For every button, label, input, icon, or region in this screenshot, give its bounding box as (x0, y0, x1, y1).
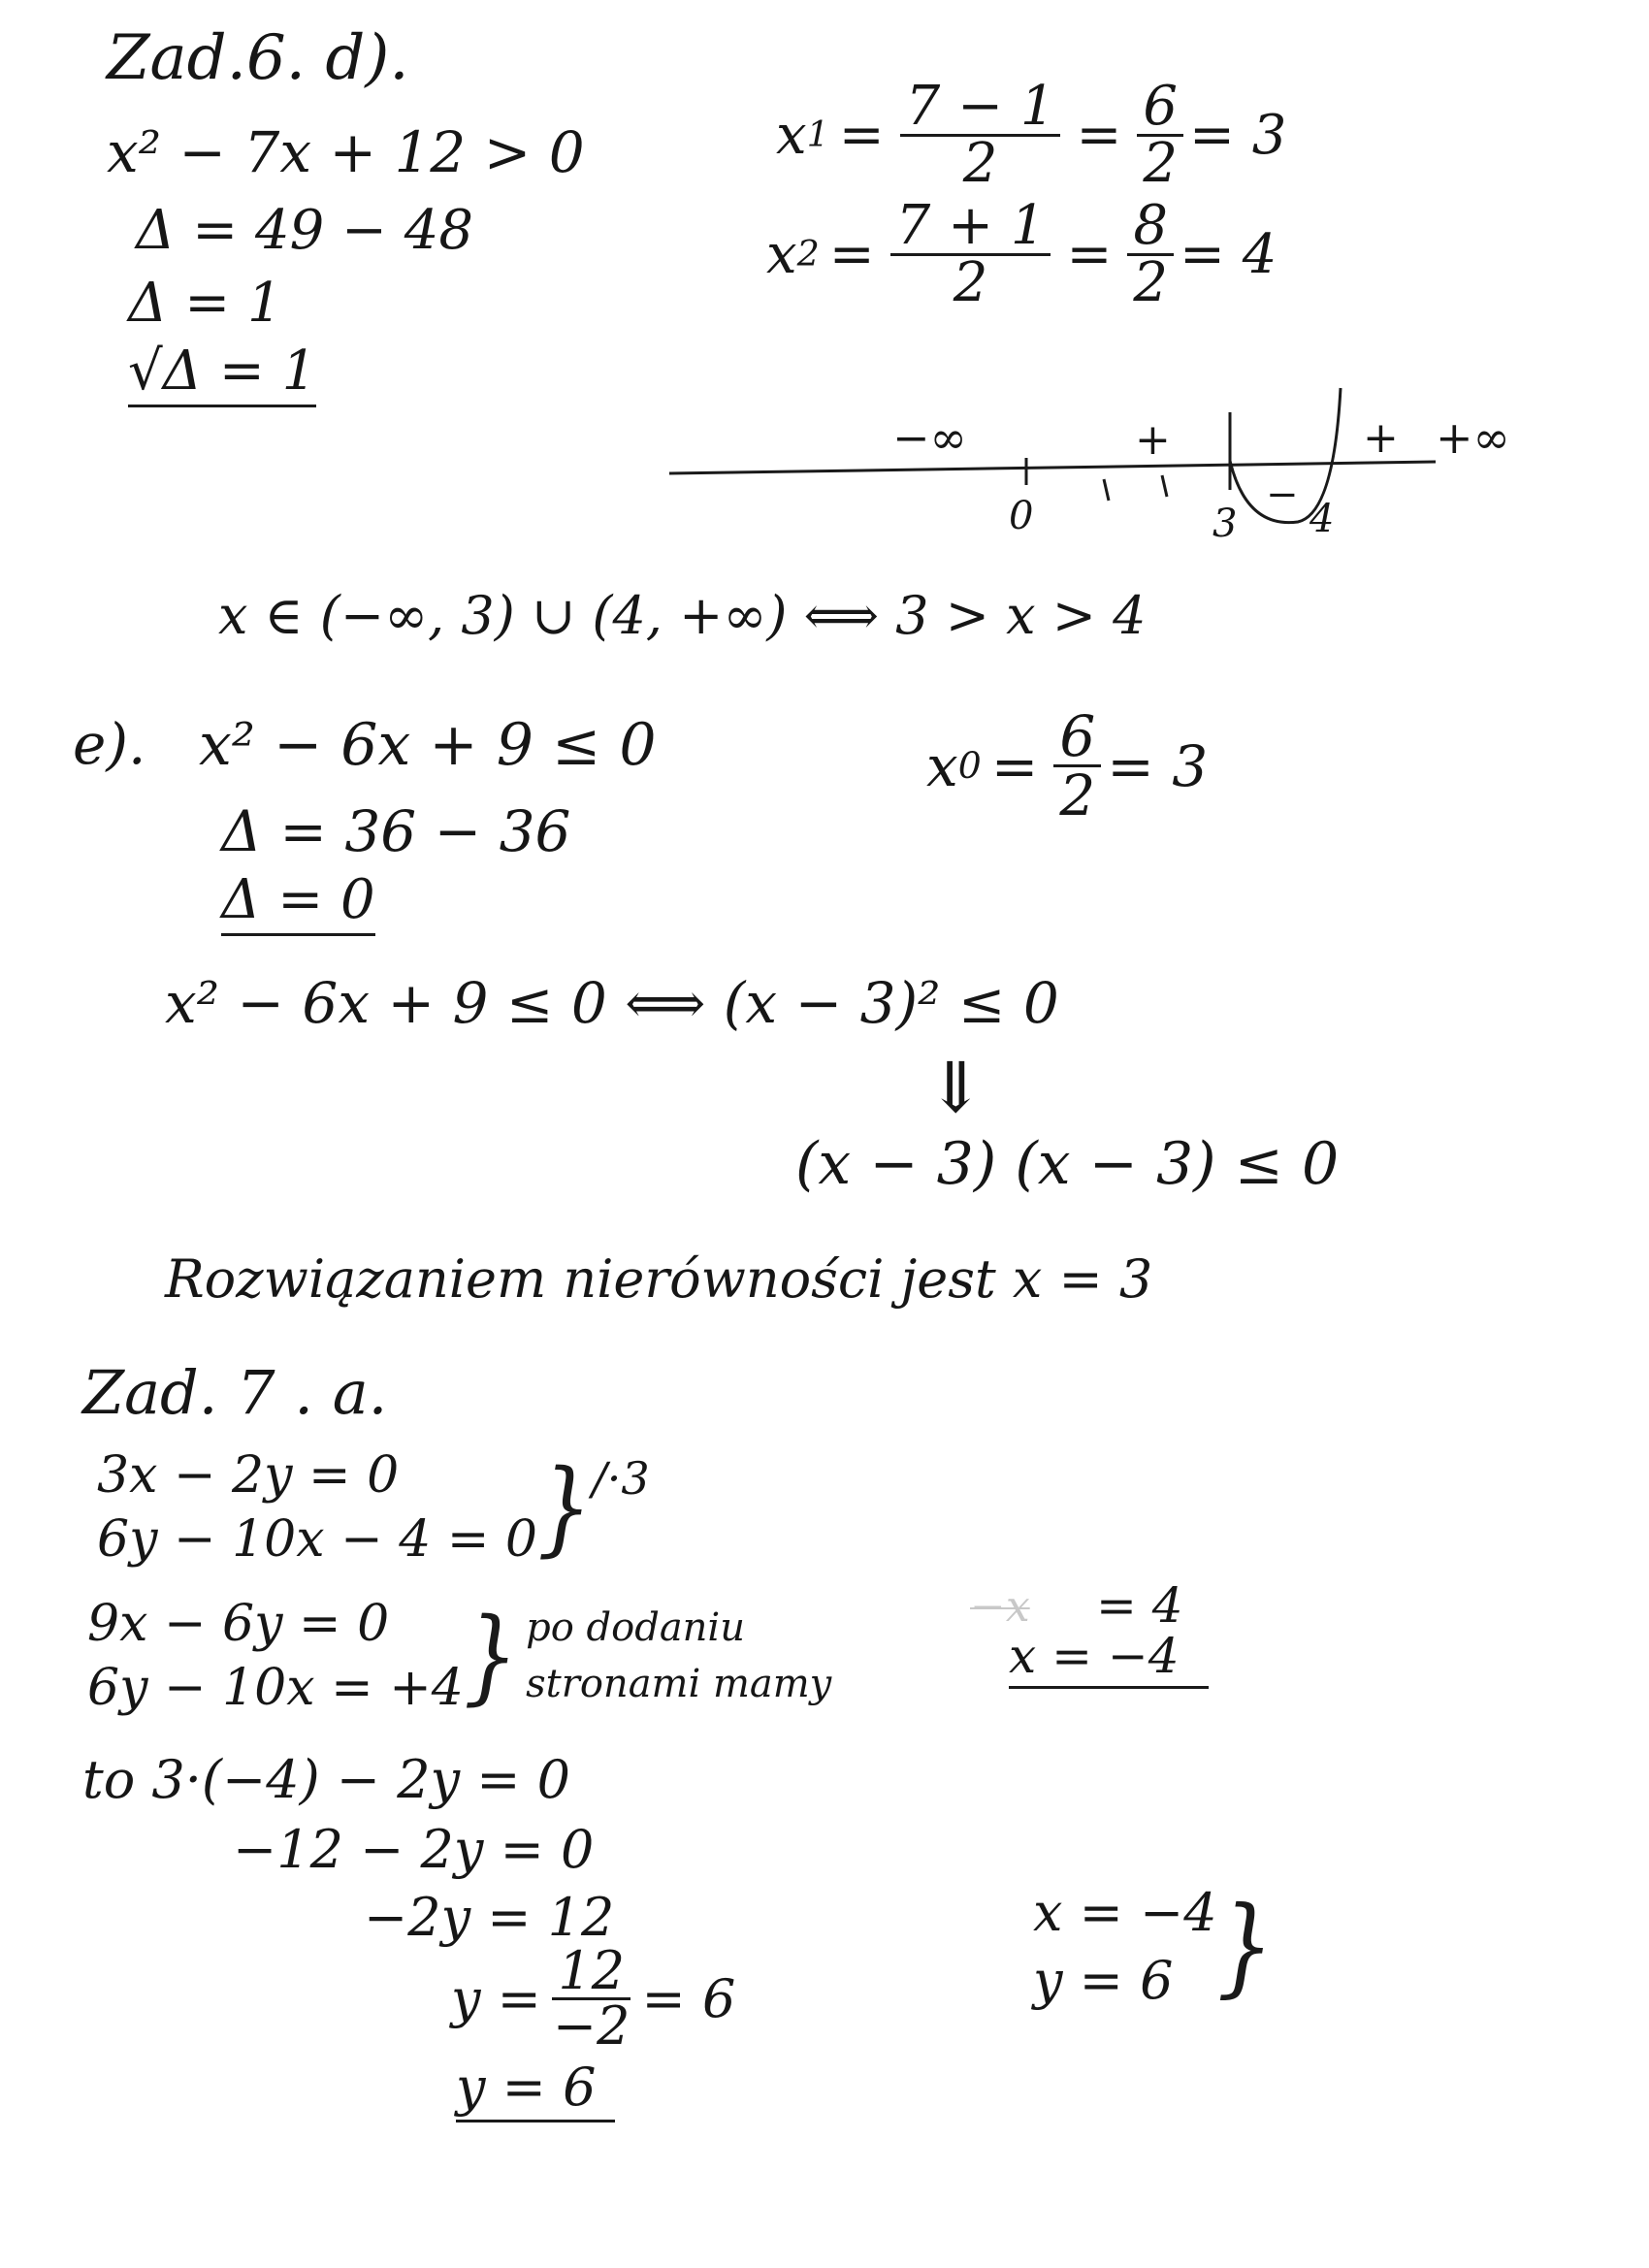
line-minus-sign: − (1266, 472, 1299, 517)
x2-sub: 2 (796, 233, 820, 275)
zad7-substitution-3: −2y = 12 (364, 1887, 615, 1948)
zad6-delta-value: Δ = 1 (128, 272, 282, 335)
system-brace-1: } (537, 1446, 593, 1567)
tick-label-0: 0 (1009, 494, 1034, 538)
y-result: = 6 (641, 1967, 736, 2029)
line-minus-infinity: −∞ (892, 411, 967, 464)
zad6e-label: e). (73, 711, 146, 777)
tick-label-4: 4 (1310, 497, 1335, 541)
zad6-x1-formula: x 1 = $\frac{7 - 1}{2}$ = $\frac{6}{2}$ = 3 (776, 75, 1287, 195)
zad6-x2-formula: x 2 = $\frac{7 + 1}{2}$ = $\frac{8}{2}$ = 4 (766, 194, 1277, 314)
x0-sub: 0 (957, 743, 982, 787)
zad6-delta-calc: Δ = 49 − 48 (136, 199, 474, 262)
system-brace-2: } (463, 1595, 519, 1715)
zad6e-delta-value: Δ = 0 (221, 873, 375, 936)
zad6-sqrt-delta: √Δ = 1 (128, 344, 316, 407)
x2-fraction-2: $\frac{8}{2}$ (1127, 199, 1174, 310)
line-plus-sign-1: + (1135, 415, 1171, 465)
zad7-substitution-5: y = 6 (456, 2061, 615, 2122)
tick-1 (1104, 479, 1109, 501)
zad6e-x0-formula: x 0 = $\frac{6}{2}$ = 3 (926, 703, 1209, 828)
zad6e-product: (x − 3) (x − 3) ≤ 0 (795, 1130, 1340, 1198)
zad6e-conclusion: Rozwiązaniem nierówności jest x = 3 (165, 1248, 1153, 1310)
line-plus-sign-2: + (1363, 413, 1399, 463)
zad6-answer: x ∈ (−∞, 3) ∪ (4, +∞) ⟺ 3 > x > 4 (218, 585, 1147, 646)
number-line-axis (669, 462, 1436, 473)
zad7-final-solution (1033, 1882, 1275, 2011)
x1-sub: 1 (806, 113, 829, 156)
final-x: x = −4 (1033, 1882, 1217, 1943)
x2-var: x (766, 222, 797, 286)
x0-var: x (926, 732, 958, 799)
zad7-system-1 (97, 1446, 650, 1569)
zad7-multiplier: /·3 (592, 1452, 650, 1505)
zad7-eq3: 9x − 6y = 0 (87, 1595, 390, 1653)
x1-result: = 3 (1189, 103, 1287, 167)
zad7-eq4: 6y − 10x = +4 (87, 1659, 464, 1717)
zad7-note-2: stronami mamy (526, 1662, 832, 1706)
zad7-substitution-1: to 3·(−4) − 2y = 0 (82, 1749, 571, 1810)
zad7-substitution-2: −12 − 2y = 0 (233, 1819, 595, 1880)
zad7-eq1: 3x − 2y = 0 (97, 1446, 400, 1505)
zad7-substitution-4 (451, 1940, 736, 2057)
zad7-result-a: = 4 (1096, 1577, 1183, 1634)
zad6e-inequality: x² − 6x + 9 ≤ 0 (199, 711, 657, 779)
x0-result: = 3 (1107, 732, 1209, 799)
zad7-note-1: po dodaniu (526, 1605, 745, 1650)
x2-result: = 4 (1180, 222, 1277, 286)
x1-fraction-2: $\frac{6}{2}$ (1137, 80, 1183, 191)
zad7-eq2: 6y − 10x − 4 = 0 (97, 1510, 538, 1569)
zad6e-delta-calc: Δ = 36 − 36 (221, 798, 571, 864)
line-plus-infinity: +∞ (1436, 411, 1510, 464)
zad7-system-2 (87, 1595, 832, 1717)
y-lhs: y = (451, 1967, 541, 2029)
y-fraction: $\frac{12}{-2}$ (552, 1940, 630, 2057)
x0-fraction: $\frac{6}{2}$ (1053, 708, 1101, 824)
tick-label-3: 3 (1212, 502, 1238, 546)
zad6e-equivalence: x² − 6x + 9 ≤ 0 ⟺ (x − 3)² ≤ 0 (165, 970, 1059, 1036)
final-y: y = 6 (1033, 1950, 1174, 2011)
x2-fraction: $\frac{7 + 1}{2}$ (890, 199, 1051, 310)
final-brace: } (1216, 1884, 1275, 2009)
zad7-result-b: x = −4 (1009, 1632, 1209, 1689)
tick-2 (1162, 475, 1167, 497)
zad6-inequality: x² − 7x + 12 > 0 (107, 119, 585, 185)
zad7-title: Zad. 7 . a. (82, 1357, 388, 1428)
x1-var: x (776, 103, 807, 167)
zad6-title: Zad.6. d). (107, 22, 409, 94)
implies-arrow: ⇓ (926, 1047, 986, 1128)
x1-fraction: $\frac{7 - 1}{2}$ (900, 80, 1061, 191)
crossed-out-term: −x (970, 1582, 1030, 1632)
